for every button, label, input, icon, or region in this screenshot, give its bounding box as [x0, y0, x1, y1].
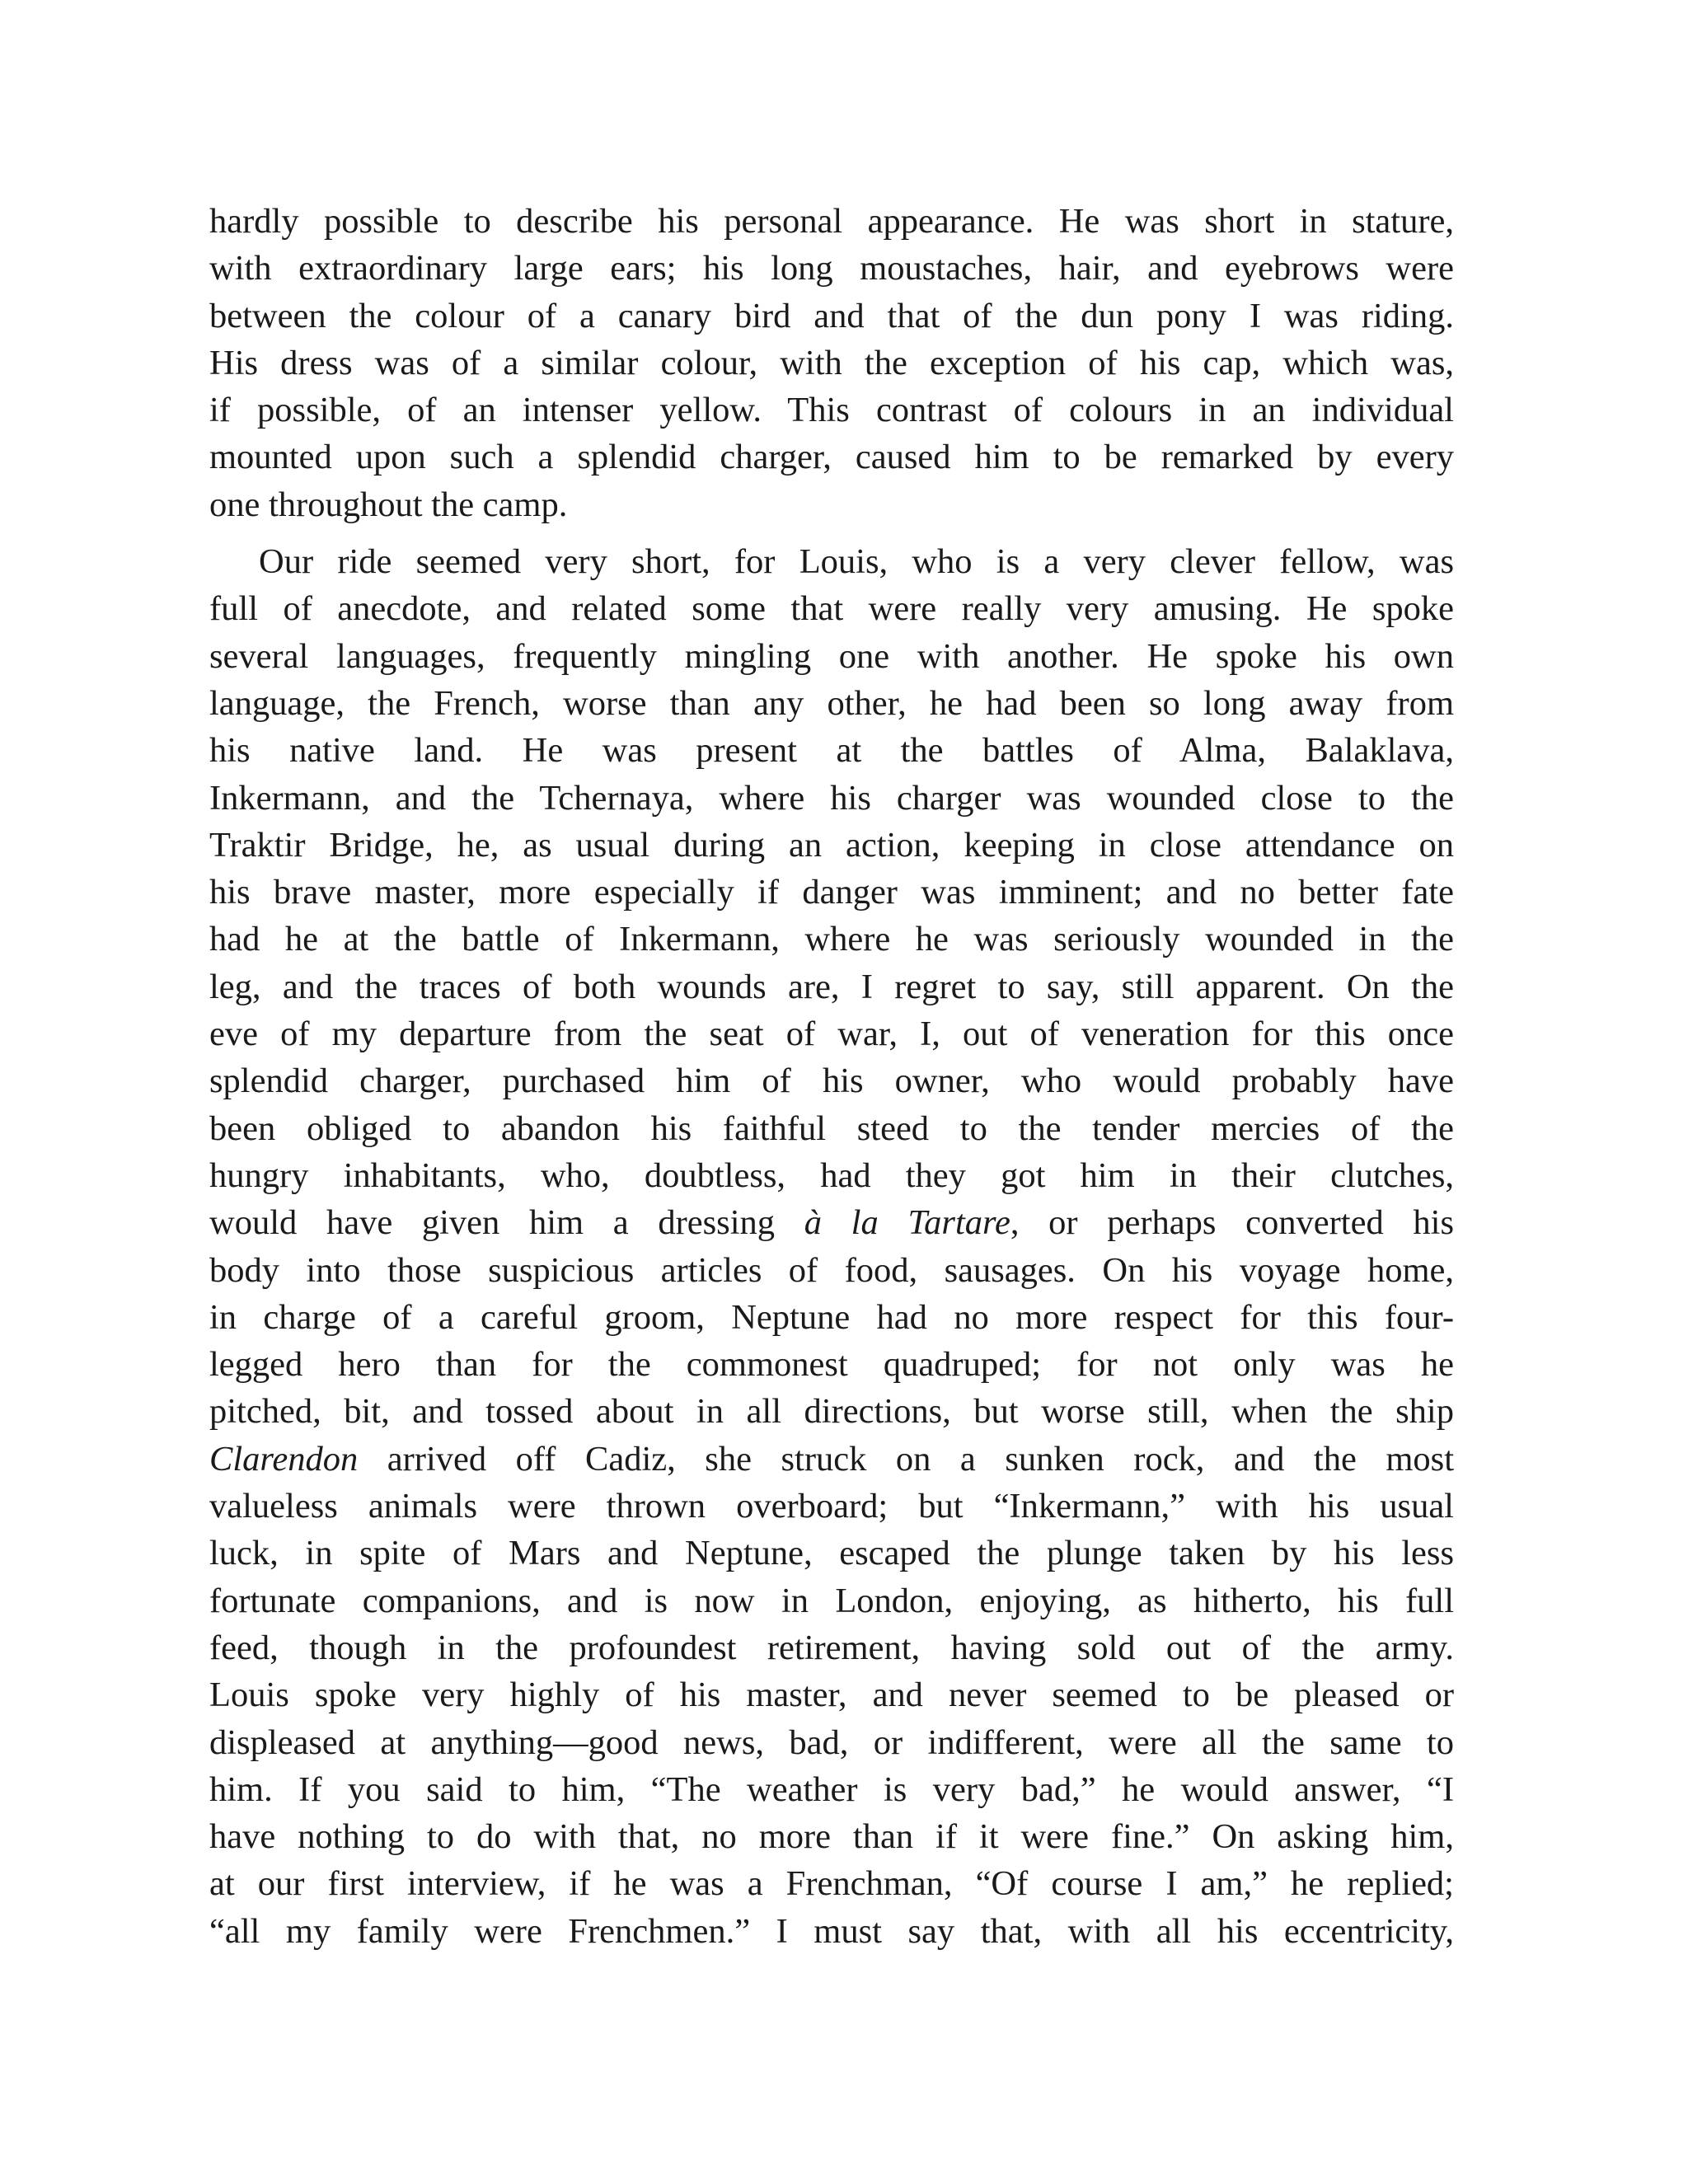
- text-line: between the colour of a canary bird and that of the dun pony I was riding.: [209, 296, 1454, 335]
- text-line: Inkermann, and the Tchernaya, where his charger was wounded close to the: [209, 778, 1454, 818]
- italic-phrase: à la Tartare: [804, 1203, 1010, 1243]
- text-line: hardly possible to describe his personal appearance. He was short in stature,: [209, 202, 1454, 241]
- text-line: mounted upon such a splendid charger, caused him to be remarked by every: [209, 438, 1454, 477]
- text-line: His dress was of a similar colour, with the exception of his cap, which was,: [209, 343, 1454, 382]
- text-line: body into those suspicious articles of food, sausages. On his voyage home,: [209, 1250, 1454, 1290]
- text-line: language, the French, worse than any other, he had been so long away from: [209, 683, 1454, 723]
- page-text-column: [209, 198, 1454, 1955]
- text-fragment: would have given him a dressing: [209, 1203, 804, 1243]
- text-line: several languages, frequently mingling one with another. He spoke his own: [209, 636, 1454, 676]
- text-line: been obliged to abandon his faithful steed to the tender mercies of the: [209, 1108, 1454, 1148]
- text-line: him. If you said to him, “The weather is very bad,” he would answer, “I: [209, 1769, 1454, 1809]
- text-line: have nothing to do with that, no more than if it were fine.” On asking him,: [209, 1817, 1454, 1857]
- text-line-tartare: [209, 1199, 1454, 1246]
- text-line: splendid charger, purchased him of his owner, who would probably have: [209, 1062, 1454, 1101]
- text-line: at our first interview, if he was a Frenchman, “Of course I am,” he replied;: [209, 1864, 1454, 1904]
- paragraph-1: [209, 198, 1454, 528]
- text-line: fortunate companions, and is now in London, enjoying, as hitherto, his full: [209, 1581, 1454, 1620]
- text-line: valueless animals were thrown overboard; but “Inkermann,” with his usual: [209, 1487, 1454, 1526]
- text-line: pitched, bit, and tossed about in all directions, but worse still, when the ship: [209, 1392, 1454, 1432]
- text-line: Traktir Bridge, he, as usual during an action, keeping in close attendance on: [209, 825, 1454, 865]
- text-line: “all my family were Frenchmen.” I must say that, with all his eccentricity,: [209, 1911, 1454, 1951]
- text-line: if possible, of an intenser yellow. This contrast of colours in an individual: [209, 391, 1454, 430]
- text-line: one throughout the camp.: [209, 485, 568, 524]
- text-line: luck, in spite of Mars and Neptune, escaped the plunge taken by his less: [209, 1534, 1454, 1573]
- text-line: with extraordinary large ears; his long moustaches, hair, and eyebrows were: [209, 249, 1454, 288]
- text-line: his brave master, more especially if danger was imminent; and no better fate: [209, 873, 1454, 912]
- text-fragment: , or perhaps converted his: [1010, 1203, 1454, 1243]
- text-line: displeased at anything—good news, bad, or indifferent, were all the same to: [209, 1722, 1454, 1762]
- text-fragment: arrived off Cadiz, she struck on a sunken rock, and the most: [358, 1439, 1454, 1479]
- paragraph-2: [209, 538, 1454, 1955]
- text-line: his native land. He was present at the battles of Alma, Balaklava,: [209, 731, 1454, 771]
- text-line: in charge of a careful groom, Neptune had no more respect for this four-: [209, 1297, 1454, 1337]
- text-line-clarendon: [209, 1436, 1454, 1483]
- text-line: legged hero than for the commonest quadruped; for not only was he: [209, 1345, 1454, 1385]
- text-line: Our ride seemed very short, for Louis, who is a very clever fellow, was: [259, 542, 1454, 582]
- text-line: full of anecdote, and related some that were really very amusing. He spoke: [209, 589, 1454, 629]
- text-line: Louis spoke very highly of his master, and never seemed to be pleased or: [209, 1675, 1454, 1715]
- text-line: hungry inhabitants, who, doubtless, had they got him in their clutches,: [209, 1155, 1454, 1195]
- text-line: had he at the battle of Inkermann, where he was seriously wounded in the: [209, 920, 1454, 959]
- text-line: eve of my departure from the seat of war, I, out of veneration for this once: [209, 1015, 1454, 1054]
- text-line: feed, though in the profoundest retirement, having sold out of the army.: [209, 1628, 1454, 1667]
- text-line: leg, and the traces of both wounds are, I regret to say, still apparent. On the: [209, 967, 1454, 1006]
- italic-ship-name: Clarendon: [209, 1439, 359, 1479]
